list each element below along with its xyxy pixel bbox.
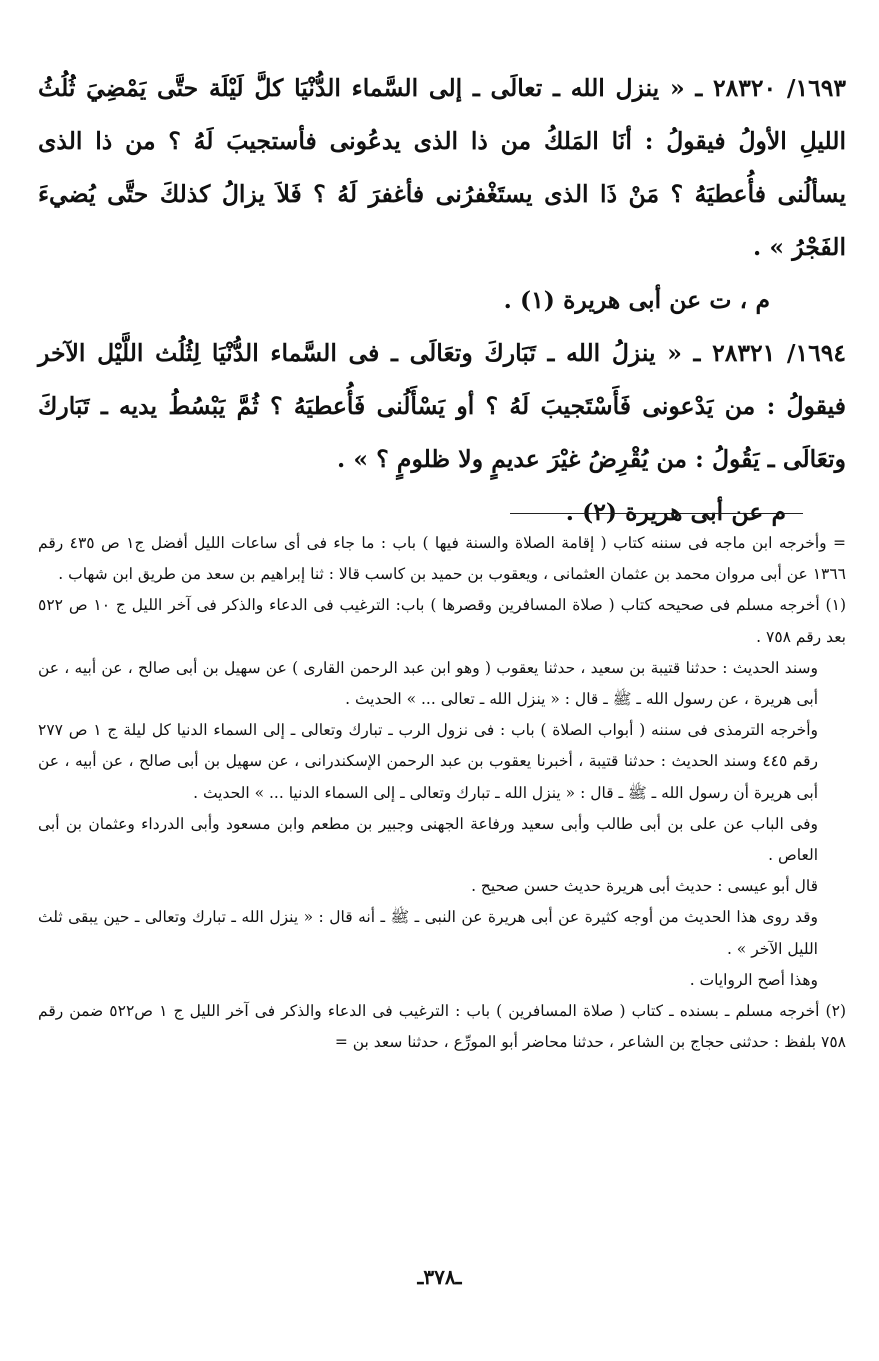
footnotes <box>38 528 846 1058</box>
hadith-1694: ١٦٩٤/ ٢٨٣٢١ ـ « ينزلُ الله ـ تَبَاركَ وتعَالَى ـ فى السَّماء الدُّنْيَا لِثُلُث اللَّيْل الآخر فيقولُ : من يَدْعونى فَأَسْتَجيبَ لَهُ ؟ أو يَسْأَلُنى فَأُعطيَهُ ؟ ثُمَّ يَبْسُطُ يديه ـ تَبَاركَ وتعَالَى ـ يَقُولُ : من يُقْرِضُ غيْرَ عديمٍ ولا ظلومٍ ؟ » . <box>38 339 846 473</box>
footnote-1: (١) أخرجه مسلم فى صحيحه كتاب ( صلاة المسافرين وقصرها ) باب: الترغيب فى الدعاء والذكر فى آخر الليل ج ١٠ ص ٥٢٢ بعد رقم ٧٥٨ . <box>38 596 846 646</box>
footnote-1-tirmidhi: وأخرجه الترمذى فى سننه ( أبواب الصلاة ) باب : فى نزول الرب ـ تبارك وتعالى ـ إلى السماء الدنيا كل ليلة ج ١ ص ٢٧٧ رقم ٤٤٥ وسند الحديث : حدثنا قتيبة ، أخبرنا يعقوب بن عبد الرحمن الإسكندرانى ، عن سهيل بن أبى صالح ، عن أبيه ، عن أبى هريرة أن رسول الله ـ ﷺ ـ قال : « ينزل الله ـ تبارك وتعالى ـ إلى السماء الدنيا ... » الحديث . <box>38 721 818 802</box>
footnote-2: (٢) أخرجه مسلم ـ بسنده ـ كتاب ( صلاة المسافرين ) باب : الترغيب فى الدعاء والذكر فى آخر الليل ج ١ ص٥٢٢ ضمن رقم ٧٥٨ بلفظ : حدثنى حجاج بن الشاعر ، حدثنا محاضر أبو المورِّع ، حدثنا سعد بن = <box>38 1002 846 1052</box>
footnote-1-abu-isa: قال أبو عيسى : حديث أبى هريرة حديث حسن صحيح . <box>471 877 818 896</box>
footnote-1-asah: وهذا أصح الروايات . <box>689 970 818 989</box>
footnote-1-sanad: وسند الحديث : حدثنا قتيبة بن سعيد ، حدثنا يعقوب ( وهو ابن عبد الرحمن القارى ) عن سهيل بن أبى صالح ، عن أبيه ، عن أبى هريرة ، عن رسول الله ـ ﷺ ـ قال : « ينزل الله ـ تعالى ... » الحديث . <box>38 658 818 709</box>
main-text <box>38 62 846 539</box>
page-number: ـ٣٧٨ـ <box>417 1265 462 1289</box>
footnote-divider <box>510 513 803 514</box>
hadith-1693-source: م ، ت عن أبى هريرة (١) . <box>503 286 770 314</box>
footnote-1-riwaya: وقد روى هذا الحديث من أوجه كثيرة عن أبى هريرة عن النبى ـ ﷺ ـ أنه قال : « ينزل الله ـ تبارك وتعالى ـ حين يبقى ثلث الليل الآخر » . <box>38 908 818 958</box>
hadith-1693: ١٦٩٣/ ٢٨٣٢٠ ـ « ينزل الله ـ تعالَى ـ إلى السَّماء الدُّنْيَا كلَّ لَيْلَة حتَّى يَمْضِيَ ثُلُثُ الليلِ الأولُ فيقولُ : أنَا المَلكُ من ذا الذى يدعُونى فأستجيبَ لَهُ ؟ من ذا الذى يسألُنى فأُعطيَهُ ؟ مَنْ ذَا الذى يستَغْفرُنى فأغفرَ لَهُ ؟ فَلاَ يزالُ كذلكَ حتَّى يُضيءَ الفَجْرُ » . <box>38 74 846 261</box>
hadith-1694-source: م عن أبى هريرة (٢) . <box>565 498 786 526</box>
footnote-1-bab: وفى الباب عن على بن أبى طالب وأبى سعيد ورفاعة الجهنى وجبير بن مطعم وابن مسعود وأبى الدرداء وعثمان بن أبى العاص . <box>38 814 818 865</box>
footnote-continuation: = وأخرجه ابن ماجه فى سننه كتاب ( إقامة الصلاة والسنة فيها ) باب : ما جاء فى أى ساعات الليل أفضل ج١ ص ٤٣٥ رقم ١٣٦٦ عن أبى مروان محمد بن عثمان العثمانى ، ويعقوب بن حميد بن كاسب قالا : ثنا إبراهيم بن سعد من طريق ابن شهاب . <box>38 534 847 584</box>
